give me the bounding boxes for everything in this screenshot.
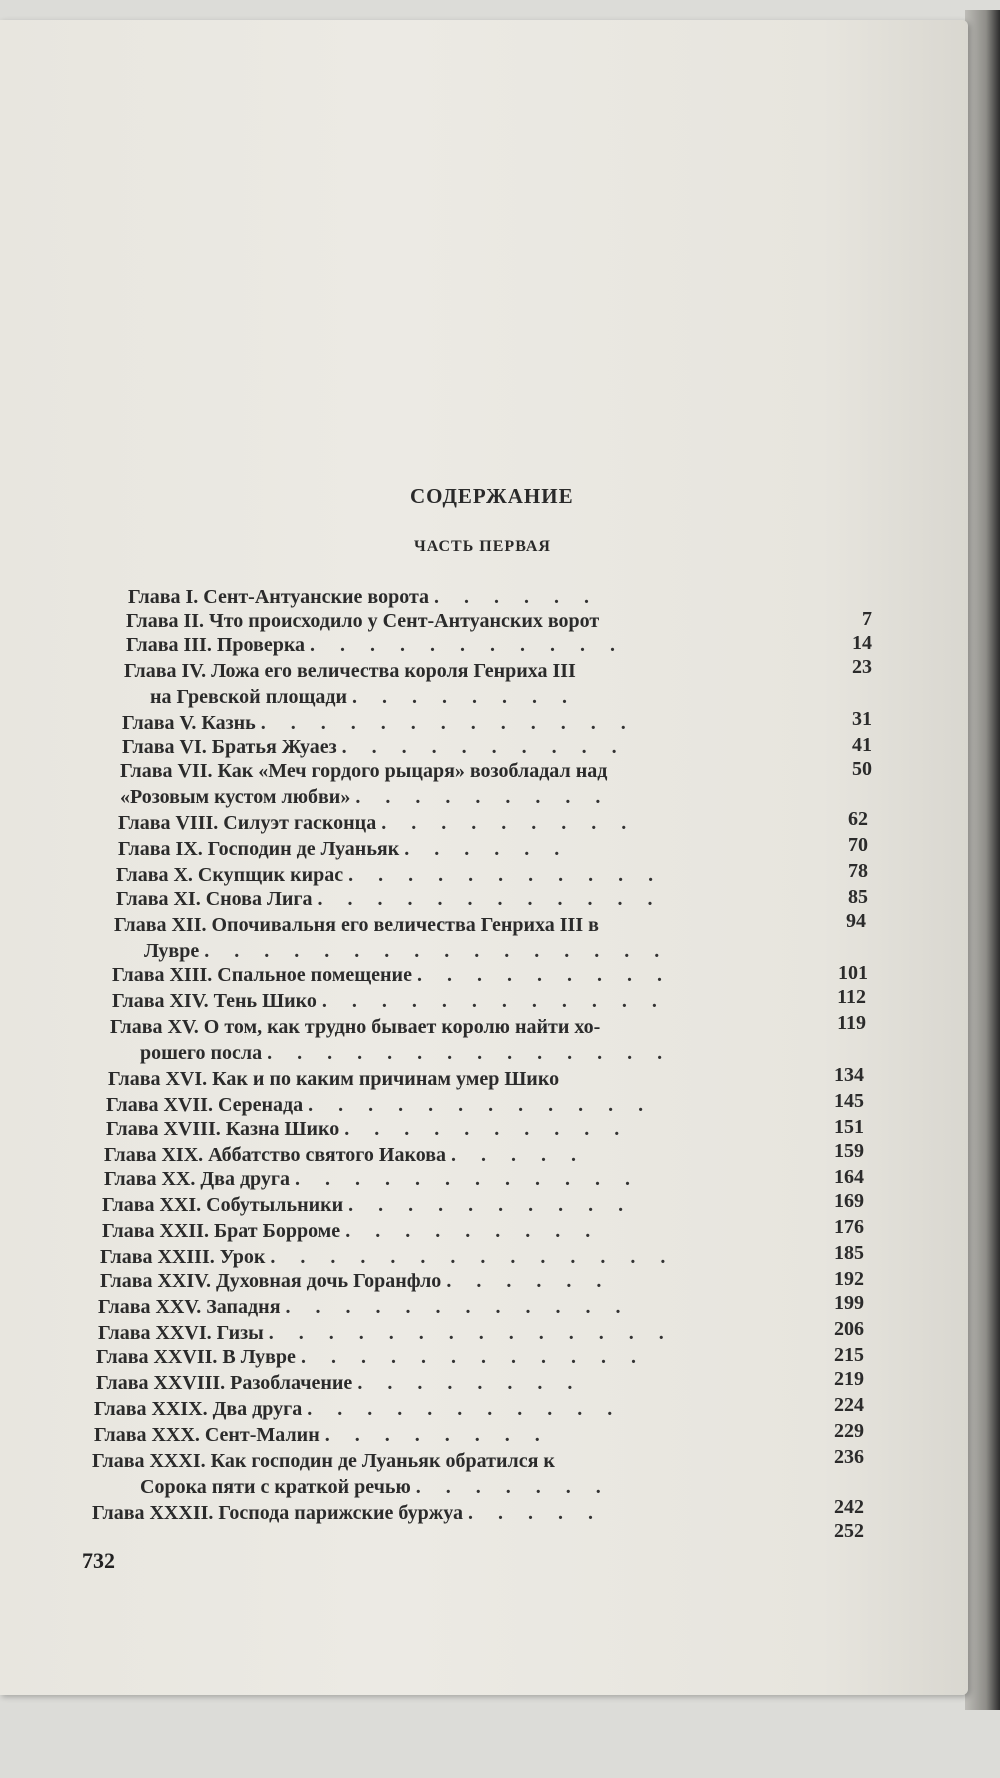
toc-line: Глава XX. Два друга . . . . . . . . . . . . xyxy=(104,1168,640,1190)
toc-line: Глава IV. Ложа его величества короля Генриха III xyxy=(124,660,576,682)
toc-line: Глава XIII. Спальное помещение . . . . . . . . . xyxy=(112,964,672,986)
toc-line: Глава XVII. Серенада . . . . . . . . . . . . xyxy=(106,1094,654,1116)
toc-line: Глава XXVII. В Лувре . . . . . . . . . . . . xyxy=(96,1346,646,1368)
toc-line: Глава XII. Опочивальня его величества Генриха III в xyxy=(114,914,599,936)
toc-line: Глава XXVIII. Разоблачение . . . . . . . . xyxy=(96,1372,583,1394)
toc-line: Глава XV. О том, как трудно бывает королю найти хо- xyxy=(110,1016,601,1038)
toc-line: Глава VIII. Силуэт гасконца . . . . . . . . . xyxy=(118,812,637,834)
toc-line: Глава V. Казнь . . . . . . . . . . . . . xyxy=(122,712,636,734)
toc-line: Глава II. Что происходило у Сент-Антуанских ворот xyxy=(126,610,600,632)
toc-line: Глава XXIX. Два друга . . . . . . . . . . . xyxy=(94,1398,623,1420)
toc-line: Глава XXXII. Господа парижские буржуа . . . . . xyxy=(92,1502,604,1524)
toc-page-number: 185 xyxy=(834,1242,864,1264)
toc-page-number: 176 xyxy=(834,1216,864,1238)
toc-line: Глава IX. Господин де Луаньяк . . . . . . xyxy=(118,838,570,860)
toc-page-number: 224 xyxy=(834,1394,864,1416)
toc-line: Глава XXX. Сент-Малин . . . . . . . . xyxy=(94,1424,550,1446)
toc-line-continuation: рошего посла . . . . . . . . . . . . . . xyxy=(140,1042,673,1064)
toc-page-number: 242 xyxy=(834,1496,864,1518)
toc-page-number: 62 xyxy=(848,808,868,830)
toc-page-number: 94 xyxy=(846,910,866,932)
toc-line-continuation: Сорока пяти с краткой речью . . . . . . . xyxy=(140,1476,611,1498)
toc-line: Глава XXI. Собутыльники . . . . . . . . . . xyxy=(102,1194,634,1216)
toc-page-number: 85 xyxy=(848,886,868,908)
toc-line: Глава I. Сент-Антуанские ворота . . . . . . xyxy=(128,586,600,608)
contents-heading: СОДЕРЖАНИЕ xyxy=(410,484,574,508)
toc-line: Глава XXIV. Духовная дочь Горанфло . . . . . . xyxy=(100,1270,612,1292)
toc-line: Глава XXII. Брат Борроме . . . . . . . . . xyxy=(102,1220,601,1242)
toc-page-number: 252 xyxy=(834,1520,864,1542)
toc-line: Глава XIX. Аббатство святого Иакова . . . . . xyxy=(104,1144,587,1166)
toc-page-number: 134 xyxy=(834,1064,864,1086)
toc-page-number: 169 xyxy=(834,1190,864,1212)
toc-page-number: 164 xyxy=(834,1166,864,1188)
toc-line-continuation: «Розовым кустом любви» . . . . . . . . . xyxy=(120,786,611,808)
toc-page-number: 31 xyxy=(852,708,872,730)
toc-page-number: 119 xyxy=(837,1012,866,1034)
toc-page-number: 14 xyxy=(852,632,872,654)
toc-page-number: 199 xyxy=(834,1292,864,1314)
toc-page-number: 50 xyxy=(852,758,872,780)
toc-line: Глава X. Скупщик кирас . . . . . . . . . . . xyxy=(116,864,664,886)
toc-line: Глава XIV. Тень Шико . . . . . . . . . . . . xyxy=(112,990,667,1012)
toc-page-number: 215 xyxy=(834,1344,864,1366)
toc-page-number: 7 xyxy=(862,608,872,630)
toc-page-number: 192 xyxy=(834,1268,864,1290)
toc-line: Глава XVIII. Казна Шико . . . . . . . . . . xyxy=(106,1118,630,1140)
toc-line-continuation: Лувре . . . . . . . . . . . . . . . . xyxy=(144,940,670,962)
toc-line: Глава XXIII. Урок . . . . . . . . . . . . . . xyxy=(100,1246,676,1268)
toc-page-number: 101 xyxy=(838,962,868,984)
toc-line: Глава XI. Снова Лига . . . . . . . . . . . . xyxy=(116,888,663,910)
toc-page-number: 23 xyxy=(852,656,872,678)
toc-page-number: 70 xyxy=(848,834,868,856)
toc-line: Глава VII. Как «Меч гордого рыцаря» возобладал над xyxy=(120,760,608,782)
toc-page-number: 219 xyxy=(834,1368,864,1390)
toc-page-number: 229 xyxy=(834,1420,864,1442)
toc-line: Глава XXXI. Как господин де Луаньяк обратился к xyxy=(92,1450,555,1472)
toc-page-number: 236 xyxy=(834,1446,864,1468)
toc-page-number: 41 xyxy=(852,734,872,756)
toc-line: Глава III. Проверка . . . . . . . . . . . xyxy=(126,634,626,656)
toc-line: Глава XVI. Как и по каким причинам умер Шико xyxy=(108,1068,560,1090)
toc-page-number: 145 xyxy=(834,1090,864,1112)
toc-line: Глава XXVI. Гизы . . . . . . . . . . . . . . xyxy=(98,1322,674,1344)
toc-page-number: 159 xyxy=(834,1140,864,1162)
toc-line: Глава XXV. Западня . . . . . . . . . . . . xyxy=(98,1296,631,1318)
toc-page-number: 78 xyxy=(848,860,868,882)
toc-line: Глава VI. Братья Жуаез . . . . . . . . . . xyxy=(122,736,627,758)
toc-page-number: 112 xyxy=(837,986,866,1008)
part-heading: ЧАСТЬ ПЕРВАЯ xyxy=(414,538,551,555)
toc-page-number: 151 xyxy=(834,1116,864,1138)
toc-page-number: 206 xyxy=(834,1318,864,1340)
page-folio-number: 732 xyxy=(82,1548,115,1573)
toc-line-continuation: на Гревской площади . . . . . . . . xyxy=(150,686,577,708)
